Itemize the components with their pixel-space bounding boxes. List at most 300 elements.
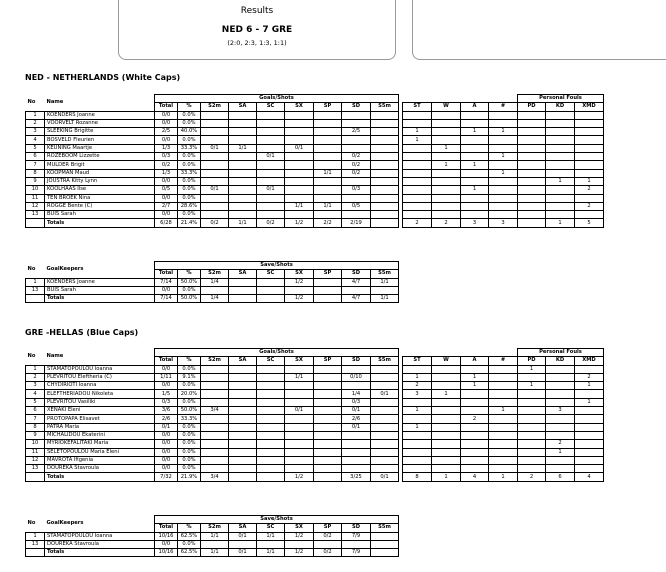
player-name: SELETOPOULOU Maria Eleni [45,448,155,456]
stat-sp [314,373,342,381]
total-w: 2 [432,219,461,227]
stat-sc [257,423,285,431]
stat-pd [518,144,546,152]
player-number: 3 [26,128,45,136]
stat-st [403,202,432,210]
stat-s2m [201,456,229,464]
table-row [26,407,604,415]
stat-sa [229,407,257,415]
stat-sa [229,382,257,390]
stat-sp [314,194,342,202]
player-number: 2 [26,373,45,381]
total-sx: 1/2 [285,295,314,303]
stat-xmd [575,128,604,136]
col-no-header: No [27,99,36,106]
total-sp: 0/2 [314,549,342,557]
table-row [26,456,604,464]
table-row [26,465,604,473]
stat-kd [546,373,575,381]
total-pct: 21.9% [178,473,201,481]
table-row [26,177,604,185]
stat-kd [546,398,575,406]
blank-cell [26,295,45,303]
stat-a [461,211,489,219]
save-s2m: 1/4 [201,278,229,286]
stat-xmd [575,456,604,464]
stat-xmd [575,194,604,202]
save-sc [257,286,285,294]
stat-sa [229,136,257,144]
stat-s2m [201,440,229,448]
stat-hash [489,440,518,448]
stat-sd [342,365,371,373]
blank-header [403,95,518,103]
stat-pct: 50.0% [178,407,201,415]
stat-pd [518,177,546,185]
stat-sa [229,398,257,406]
stat-pct: 0.0% [178,119,201,127]
stat-sx [285,423,314,431]
table-row [26,286,399,294]
goalkeepers-table [25,515,399,557]
stat-sa [229,211,257,219]
stat-sc [257,119,285,127]
stat-sp [314,177,342,185]
stat-sp [314,398,342,406]
stat-total: 0/0 [155,111,178,119]
stat-sc [257,136,285,144]
stat-pd [518,211,546,219]
save-sa [229,278,257,286]
save-total: 0/0 [155,540,178,548]
goalkeeper-number: 13 [26,286,45,294]
total-s5m [371,219,399,227]
col-s2m-header: S2m [201,103,229,111]
stat-hash [489,177,518,185]
stat-kd [546,465,575,473]
stat-sp [314,186,342,194]
col-total-header: Total [155,357,178,365]
stat-sc [257,440,285,448]
stat-total: 1/11 [155,373,178,381]
player-name: JOUSTRA Kitty Lynn [45,177,155,185]
stat-s2m [201,128,229,136]
totals-row [26,295,399,303]
stat-kd [546,415,575,423]
stat-pd: 1 [518,365,546,373]
total-kd: 6 [546,473,575,481]
table-row [26,431,604,439]
save-sa [229,540,257,548]
stat-s2m [201,119,229,127]
stat-pd [518,415,546,423]
stat-pct: 0.0% [178,186,201,194]
stat-st: 1 [403,128,432,136]
stat-s2m [201,398,229,406]
stat-total: 1/5 [155,390,178,398]
total-xmd: 5 [575,219,604,227]
total-sp [314,473,342,481]
stat-xmd: 2 [575,373,604,381]
stat-pd [518,423,546,431]
col-sd-header: SD [342,524,371,532]
save-total: 7/14 [155,278,178,286]
stat-sa [229,423,257,431]
stat-pct: 33.3% [178,169,201,177]
stat-sa [229,365,257,373]
stat-st: 3 [403,390,432,398]
stat-pd [518,465,546,473]
stat-pct: 20.0% [178,390,201,398]
col-w-header: W [432,103,461,111]
stat-st [403,144,432,152]
stat-xmd [575,431,604,439]
stat-w [432,431,461,439]
player-number: 13 [26,211,45,219]
col-sa-header: SA [229,524,257,532]
stat-sd [342,431,371,439]
col-sp-header: SP [314,103,342,111]
stat-sa [229,177,257,185]
player-number: 2 [26,119,45,127]
stat-pd [518,161,546,169]
stat-pd [518,194,546,202]
stat-st [403,211,432,219]
stat-pd [518,431,546,439]
stat-kd [546,128,575,136]
stat-pct: 0.0% [178,382,201,390]
goals-shots-header: Goals/Shots [155,349,399,357]
stat-kd [546,111,575,119]
stat-sc [257,398,285,406]
stat-kd [546,153,575,161]
total-a: 4 [461,473,489,481]
stat-xmd [575,153,604,161]
col-sx-header: SX [285,357,314,365]
col-sc-header: SC [257,357,285,365]
stat-a [461,440,489,448]
stat-pct: 0.0% [178,365,201,373]
stat-hash [489,465,518,473]
player-number: 1 [26,111,45,119]
stat-pd [518,390,546,398]
stat-kd [546,365,575,373]
stat-sd: 0/10 [342,373,371,381]
stat-s5m [371,177,399,185]
player-name: KOENDERS Joanne [45,111,155,119]
stat-xmd: 1 [575,382,604,390]
player-name: KOOPMAN Maud [45,169,155,177]
stat-st [403,431,432,439]
stat-st [403,119,432,127]
result-header [118,0,396,60]
stat-pct: 0.0% [178,177,201,185]
col-total-header: Total [155,524,178,532]
player-name: KOOLHAAS Ilse [45,186,155,194]
save-s5m [371,540,399,548]
stat-sx [285,211,314,219]
table-row [26,540,399,548]
stat-a [461,407,489,415]
stat-a [461,365,489,373]
stat-pd [518,398,546,406]
table-row [26,144,604,152]
total-s2m: 1/4 [201,295,229,303]
stat-s2m [201,194,229,202]
stat-sp: 1/1 [314,202,342,210]
stat-xmd: 1 [575,177,604,185]
player-number: 6 [26,153,45,161]
player-name: MICHALIDOU Ekaterini [45,431,155,439]
save-shots-header: Save/Shots [155,262,399,270]
stat-pct: 33.3% [178,415,201,423]
total-hash: 3 [489,219,518,227]
stat-st [403,398,432,406]
col-sx-header: SX [285,103,314,111]
stat-a [461,465,489,473]
table-row [26,169,604,177]
stat-sd: 0/1 [342,423,371,431]
stat-s5m [371,448,399,456]
stat-pct: 0.0% [178,431,201,439]
stat-sa [229,194,257,202]
total-a: 3 [461,219,489,227]
stat-st: 1 [403,407,432,415]
stat-pct: 0.0% [178,211,201,219]
stat-s2m: 0/1 [201,186,229,194]
stat-s5m [371,456,399,464]
player-number: 13 [26,465,45,473]
stat-s5m [371,440,399,448]
stat-sa [229,415,257,423]
stat-s2m [201,202,229,210]
stat-s5m [371,111,399,119]
col-hash-header: # [489,103,518,111]
stat-total: 2/6 [155,415,178,423]
stat-s5m [371,382,399,390]
stat-xmd: 1 [575,398,604,406]
totals-row [26,473,604,481]
player-name: PLEVRITOU Vasiliki [45,398,155,406]
total-pct: 62.5% [178,549,201,557]
goalkeeper-number: 1 [26,278,45,286]
stat-w [432,186,461,194]
stat-sx [285,448,314,456]
stat-w [432,448,461,456]
stat-hash [489,431,518,439]
player-name: BOSVELD Fleurien [45,136,155,144]
total-total: 7/14 [155,295,178,303]
stat-sd: 0/3 [342,186,371,194]
stat-st [403,153,432,161]
table-row [26,153,604,161]
stat-s2m [201,111,229,119]
stat-kd [546,431,575,439]
col-pct-header: % [178,524,201,532]
goalkeeper-name: BUIS Sarah [45,286,155,294]
stat-s5m [371,415,399,423]
stat-st [403,111,432,119]
stat-xmd [575,119,604,127]
stat-xmd [575,161,604,169]
stat-s5m [371,407,399,415]
total-sc: 0/2 [257,219,285,227]
total-sc [257,473,285,481]
stat-sc [257,202,285,210]
stat-sd [342,177,371,185]
stat-sd: 0/1 [342,407,371,415]
stat-sp [314,456,342,464]
stat-s2m [201,415,229,423]
stat-kd [546,390,575,398]
stat-a [461,111,489,119]
player-number: 12 [26,202,45,210]
stat-xmd [575,211,604,219]
period-scores: (2:0, 2:3, 1:3, 1:1) [227,39,287,47]
table-row [26,532,399,540]
save-sx: 1/2 [285,532,314,540]
totals-label: Totals [45,295,155,303]
stat-sa [229,448,257,456]
total-sp [314,295,342,303]
stat-s2m [201,382,229,390]
stat-kd [546,161,575,169]
stat-sx [285,365,314,373]
stat-sx: 0/1 [285,407,314,415]
stat-kd [546,202,575,210]
stat-w [432,194,461,202]
stat-st: 1 [403,423,432,431]
player-number: 4 [26,136,45,144]
col-s5m-header: S5m [371,103,399,111]
col-kd-header: KD [546,357,575,365]
stat-w [432,440,461,448]
stat-pct: 0.0% [178,194,201,202]
save-total: 10/16 [155,532,178,540]
save-s5m [371,532,399,540]
save-sc [257,278,285,286]
stat-kd [546,194,575,202]
save-sp [314,286,342,294]
stat-sc [257,211,285,219]
goalkeepers-header: GoalKeepers [46,266,84,273]
stat-sx [285,161,314,169]
stat-s5m [371,136,399,144]
stat-kd: 2 [546,440,575,448]
table-row [26,194,604,202]
stat-st [403,365,432,373]
stat-pd [518,456,546,464]
stat-s5m [371,186,399,194]
goalkeepers-header: GoalKeepers [46,520,84,527]
goalkeepers-table [25,261,399,303]
team-title-gre: GRE -HELLAS (Blue Caps) [25,328,139,337]
stat-s5m [371,423,399,431]
stat-total: 0/0 [155,431,178,439]
stat-pd [518,407,546,415]
stat-sp [314,111,342,119]
stat-sa [229,128,257,136]
stat-sx: 0/1 [285,144,314,152]
stat-xmd [575,448,604,456]
player-name: STAMATOPOULOU Ioanna [45,365,155,373]
stat-pct: 0.0% [178,153,201,161]
player-name: CHYDIRIOTI Ioanna [45,382,155,390]
total-pct: 50.0% [178,295,201,303]
stat-pct: 0.0% [178,448,201,456]
col-pd-header: PD [518,103,546,111]
stat-sa [229,390,257,398]
col-sd-header: SD [342,357,371,365]
col-no-header: No [27,520,36,527]
stat-sp [314,415,342,423]
save-total: 0/0 [155,286,178,294]
stat-st [403,194,432,202]
stat-hash [489,211,518,219]
col-xmd-header: XMD [575,103,604,111]
player-name: PROTOPAPA Elisavet [45,415,155,423]
col-kd-header: KD [546,103,575,111]
stat-s2m [201,465,229,473]
stat-sa [229,153,257,161]
total-sa [229,473,257,481]
stat-sa [229,186,257,194]
stat-sc [257,407,285,415]
save-sc: 1/1 [257,532,285,540]
table-row [26,278,399,286]
save-sd: 4/7 [342,278,371,286]
stat-s2m [201,431,229,439]
save-sp [314,540,342,548]
total-s2m: 0/2 [201,219,229,227]
total-s2m: 3/4 [201,473,229,481]
stat-hash [489,202,518,210]
save-pct: 62.5% [178,532,201,540]
col-name-header: Name [46,353,64,360]
player-name: KEUNING Maartje [45,144,155,152]
stat-s5m [371,465,399,473]
stat-sd [342,211,371,219]
goals-shots-header: Goals/Shots [155,95,399,103]
stat-total: 0/0 [155,136,178,144]
save-s5m [371,286,399,294]
col-s2m-header: S2m [201,270,229,278]
stat-sa [229,431,257,439]
total-sx: 1/2 [285,549,314,557]
stat-sc [257,144,285,152]
stat-w [432,177,461,185]
col-sx-header: SX [285,524,314,532]
col-no-header: No [27,266,36,273]
stat-w [432,211,461,219]
stat-kd [546,456,575,464]
stat-sp [314,161,342,169]
stat-w [432,465,461,473]
stat-sd [342,448,371,456]
total-s2m: 1/1 [201,549,229,557]
table-row [26,128,604,136]
stat-xmd [575,111,604,119]
stat-xmd [575,136,604,144]
stat-w [432,119,461,127]
stat-hash: 1 [489,407,518,415]
player-number: 6 [26,407,45,415]
stat-pd [518,111,546,119]
player-number: 4 [26,390,45,398]
stat-xmd [575,365,604,373]
stat-sd [342,194,371,202]
total-sd: 4/7 [342,295,371,303]
